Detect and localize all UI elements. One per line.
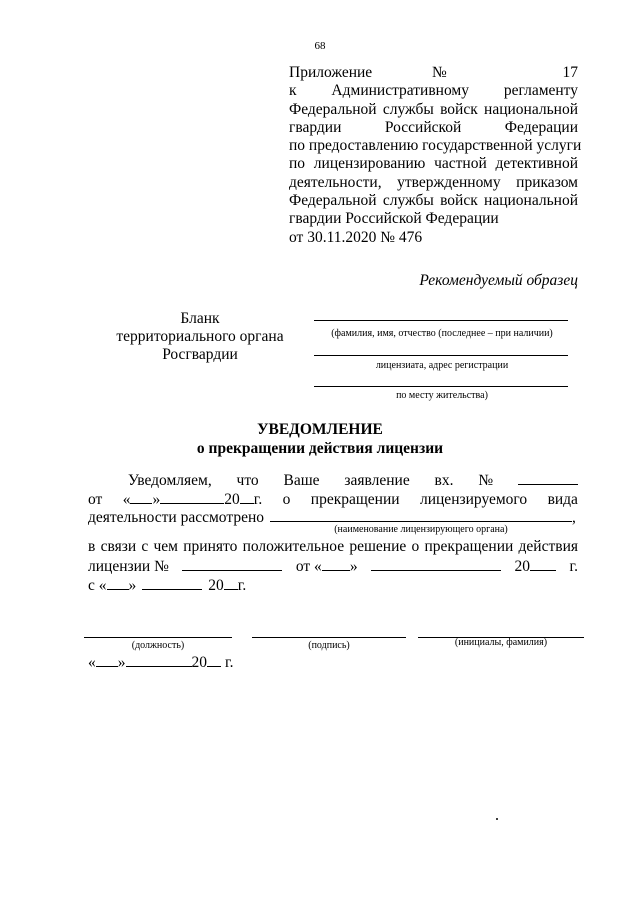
termination-month-field[interactable] <box>142 575 202 590</box>
year-prefix: 20 <box>224 491 240 508</box>
termination-day-field[interactable] <box>107 575 129 590</box>
addressee-field-2[interactable] <box>314 355 568 356</box>
appendix-line: гвардии Российской Федерации <box>289 210 499 228</box>
quote-close: » <box>349 558 358 575</box>
body-word: о <box>282 491 291 508</box>
year-prefix: 20 <box>514 558 531 575</box>
stray-dot <box>496 818 498 820</box>
body-row-5 <box>88 556 578 576</box>
appendix-line: Приложение № 17 <box>289 64 578 81</box>
name-caption: (инициалы, фамилия) <box>454 637 548 648</box>
letterhead-block <box>100 310 300 364</box>
quote-close: » <box>117 654 126 671</box>
signature-month-field[interactable] <box>126 652 192 667</box>
license-month-field[interactable] <box>371 556 501 571</box>
from-label: с « <box>88 577 107 594</box>
appendix-line: по лицензированию частной детективной <box>289 155 578 173</box>
body-word: заявление <box>344 472 410 489</box>
signature-caption: (подпись) <box>308 640 350 651</box>
body-word: лицензируемого <box>419 491 528 508</box>
appendix-line: Федеральной службы войск национальной <box>289 100 578 118</box>
document-title <box>0 420 640 458</box>
month-field[interactable] <box>160 489 224 504</box>
addressee-field-3[interactable] <box>314 386 568 387</box>
page-number: 68 <box>314 40 326 52</box>
year-suffix: г. <box>569 558 578 575</box>
body-row-2 <box>88 489 578 509</box>
appendix-header <box>289 64 582 247</box>
signature-date <box>88 652 288 672</box>
appendix-line: гвардии Российской Федерации <box>289 118 578 136</box>
appendix-line: деятельности, утвержденному приказом <box>289 173 578 191</box>
incoming-number-field[interactable] <box>518 470 578 485</box>
letterhead-line: Бланк <box>180 310 220 327</box>
signature-day-field[interactable] <box>96 652 118 667</box>
year-suffix: г. <box>237 577 247 594</box>
addressee-caption-1: (фамилия, имя, отчество (последнее – при наличии) <box>331 328 553 339</box>
year-suffix: г. <box>225 654 234 671</box>
body-word: Уведомляем, <box>128 472 212 489</box>
licensing-authority-caption: (наименование лицензирующего органа) <box>334 524 508 535</box>
appendix-line: Федеральной службы войск национальной <box>289 192 578 210</box>
body-word: прекращении <box>310 491 400 508</box>
body-word: № <box>478 472 494 489</box>
year-suffix: г. <box>253 491 263 508</box>
body-text: в связи с чем принято положительное решение о прекращении действия <box>88 538 578 555</box>
year-prefix: 20 <box>191 654 207 671</box>
year-prefix: 20 <box>208 577 224 594</box>
addressee-caption-3: по месту жительства) <box>396 390 488 401</box>
title-sub: о прекращении действия лицензии <box>196 440 444 457</box>
appendix-line: к Административному регламенту <box>289 82 578 100</box>
signature-year-field[interactable] <box>207 652 221 667</box>
position-caption: (должность) <box>131 640 185 651</box>
appendix-line: от 30.11.2020 № 476 <box>289 228 423 246</box>
body-word: от <box>88 491 103 508</box>
body-word: вх. <box>434 472 454 489</box>
addressee-caption-2: лицензиата, адрес регистрации <box>375 360 509 371</box>
license-year-field[interactable] <box>530 556 556 571</box>
year-field[interactable] <box>240 489 254 504</box>
termination-year-field[interactable] <box>224 575 238 590</box>
body-word: Ваше <box>283 472 320 489</box>
date-field <box>123 489 262 509</box>
day-field[interactable] <box>130 489 152 504</box>
license-date <box>296 556 358 576</box>
addressee-field-1[interactable] <box>314 320 568 321</box>
body-word: что <box>236 472 259 489</box>
body-row-4 <box>88 538 578 556</box>
letterhead-line: Росгвардии <box>162 346 238 363</box>
recommended-sample-label: Рекомендуемый образец <box>419 272 578 289</box>
body-text: деятельности рассмотрено <box>88 509 264 526</box>
position-field[interactable] <box>84 637 232 638</box>
letterhead-line: территориального органа <box>116 328 284 345</box>
from-label: от « <box>295 558 322 575</box>
license-year <box>515 556 557 576</box>
body-row-1 <box>128 470 578 490</box>
body-row-6 <box>88 575 578 595</box>
license-number-field[interactable] <box>182 556 282 571</box>
quote-close: » <box>128 577 137 594</box>
quote-open: « <box>122 491 131 508</box>
quote-close: » <box>152 491 161 508</box>
quote-open: « <box>88 654 96 671</box>
license-day-field[interactable] <box>322 556 350 571</box>
body-word: вида <box>547 491 578 508</box>
licensing-authority-field[interactable] <box>270 507 572 522</box>
title-main: УВЕДОМЛЕНИЕ <box>257 421 383 438</box>
comma: , <box>572 509 576 526</box>
signature-field[interactable] <box>252 637 406 638</box>
appendix-line: по предоставлению государственной услуги <box>289 137 582 155</box>
body-text: лицензии № <box>88 558 169 575</box>
